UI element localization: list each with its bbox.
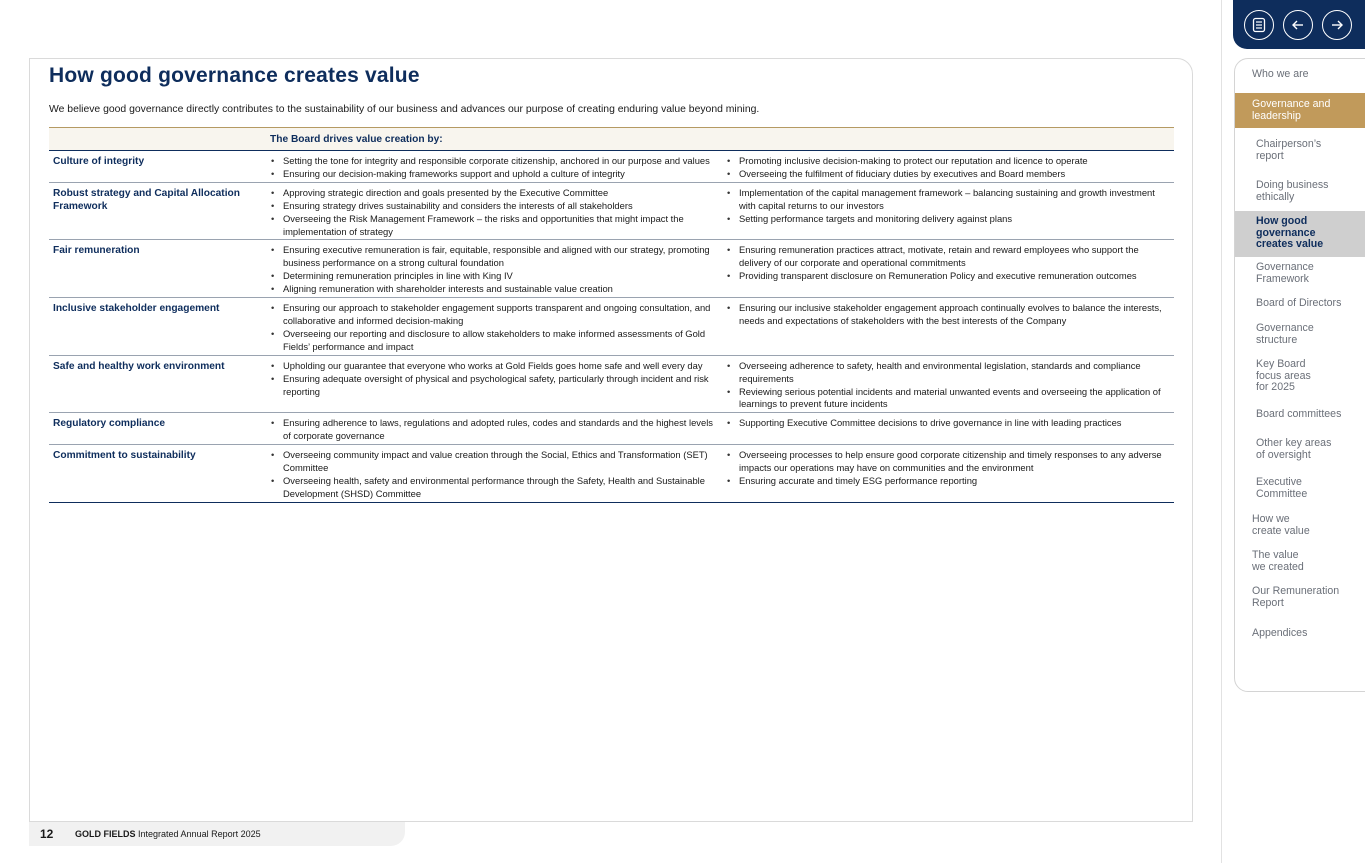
bullet-item: • Approving strategic direction and goals presented by the Executive Committee [270,187,718,200]
bullet-list [270,187,718,239]
bullet-item: • Overseeing the Risk Management Framework – the risks and opportunities that might impact the implementation of strategy [270,213,718,239]
bullet-cell [266,240,722,298]
sidebar-item-label: ethically [1256,190,1295,203]
sidebar-item-other-key-areas-of-oversight[interactable] [1235,438,1365,461]
sidebar-item-label: Report [1252,596,1284,609]
bullet-item: • Overseeing community impact and value creation through the Social, Ethics and Transformation (SET) Committee [270,449,718,475]
arrow-left-icon [1290,17,1306,33]
sidebar-item-governance-and-leadership[interactable] [1235,93,1365,128]
sidebar-item-appendices[interactable] [1235,628,1365,640]
bullet-cell [266,182,722,240]
sidebar-item-label: create value [1252,524,1310,537]
bullet-item: • Ensuring strategy drives sustainability and considers the interests of all stakeholders [270,200,718,213]
bullet-list [726,302,1170,328]
bullet-list [270,302,718,354]
bullet-item: • Overseeing adherence to safety, health and environmental legislation, standards and compliance requirements [726,360,1170,386]
bullet-item: • Ensuring our approach to stakeholder engagement supports transparent and ongoing consultation, and collaborative and informed decision-making [270,302,718,328]
bullet-item: • Aligning remuneration with shareholder interests and sustainable value creation [270,283,718,296]
arrow-right-icon [1329,17,1345,33]
contents-button[interactable] [1244,10,1274,40]
sidebar-item-label: Our Remuneration [1252,585,1340,597]
bullet-cell [722,298,1174,356]
sidebar-item-label: Other key areas [1256,437,1332,449]
contents-icon [1251,17,1267,33]
bullet-item: • Overseeing the fulfilment of fiduciary duties by executives and Board members [726,168,1170,181]
bullet-item: • Supporting Executive Committee decisions to drive governance in line with leading practices [726,417,1170,430]
bullet-list [270,155,718,181]
row-label: Commitment to sustainability [49,445,266,503]
bullet-list [726,449,1170,488]
bullet-list [270,417,718,443]
page-title: How good governance creates value [49,64,420,87]
sidebar-item-governance-framework[interactable] [1235,262,1365,285]
sidebar-item-label: Board committees [1256,408,1342,420]
table-row [49,240,1174,298]
sidebar-item-key-board-focus-areas[interactable] [1235,359,1365,394]
sidebar-item-label: Key Board [1256,358,1306,370]
sidebar-item-label: report [1256,149,1284,162]
bullet-item: • Determining remuneration principles in line with King IV [270,270,718,283]
bullet-item: • Ensuring adherence to laws, regulations and adopted rules, codes and standards and the highest levels of corporate governance [270,417,718,443]
bullet-item: • Ensuring our inclusive stakeholder engagement approach continually evolves to balance the interests, needs and expectations of stakeholders with the best interests of the Company [726,302,1170,328]
bullet-item: • Setting the tone for integrity and responsible corporate citizenship, anchored in our purpose and values [270,155,718,168]
bullet-cell [266,445,722,503]
bullet-item: • Providing transparent disclosure on Remuneration Policy and executive remuneration outcomes [726,270,1170,283]
bullet-item: • Upholding our guarantee that everyone who works at Gold Fields goes home safe and well every day [270,360,718,373]
sidebar-item-label: leadership [1252,109,1301,122]
next-page-button[interactable] [1322,10,1352,40]
previous-page-button[interactable] [1283,10,1313,40]
row-label: Safe and healthy work environment [49,355,266,413]
bullet-cell [722,182,1174,240]
table-row [49,182,1174,240]
sidebar-item-label: Framework [1256,272,1309,285]
bullet-item: • Ensuring our decision-making frameworks support and uphold a culture of integrity [270,168,718,181]
sidebar-item-label: Executive [1256,476,1302,488]
sidebar-item-label: Governance [1256,261,1314,273]
sidebar-item-label: governance [1256,226,1316,239]
bullet-list [270,449,718,501]
sidebar-item-our-remuneration-report[interactable] [1235,586,1365,609]
sidebar-item-governance-structure[interactable] [1235,323,1365,346]
bullet-list [726,417,1170,430]
row-label: Robust strategy and Capital Allocation Framework [49,182,266,240]
bullet-cell [266,355,722,413]
sidebar-item-chairpersons-report[interactable] [1235,139,1365,162]
top-navigation [1233,0,1365,49]
sidebar-item-label: focus areas [1256,369,1311,382]
sidebar-item-board-of-directors[interactable] [1235,298,1365,310]
bullet-list [270,244,718,296]
table-header-cell [722,128,1174,151]
sidebar-item-label: Chairperson’s [1256,138,1322,150]
bullet-list [726,244,1170,283]
page-number: 12 [40,827,54,841]
bullet-item: • Overseeing health, safety and environmental performance through the Safety, Health and Sustainable Development (SHSD) Committee [270,475,718,501]
bullet-item: • Implementation of the capital management framework – balancing sustaining and growth investment with capital returns to our investors [726,187,1170,213]
footer-report-title: Integrated Annual Report 2025 [138,829,261,839]
sidebar-item-executive-committee[interactable] [1235,477,1365,500]
bullet-item: • Overseeing our reporting and disclosure to allow stakeholders to make informed assessments of Gold Fields’ performance and impact [270,328,718,354]
governance-table [49,127,1174,503]
bullet-cell [722,151,1174,183]
table-row [49,355,1174,413]
sidebar-item-label: The value [1252,549,1299,561]
footer-brand-name: GOLD FIELDS [75,829,136,839]
table-header-row [49,128,1174,151]
bullet-item: • Ensuring accurate and timely ESG performance reporting [726,475,1170,488]
sidebar-item-how-we-create-value[interactable] [1235,514,1365,537]
row-label: Fair remuneration [49,240,266,298]
bullet-list [726,155,1170,181]
bullet-item: • Promoting inclusive decision-making to protect our reputation and licence to operate [726,155,1170,168]
bullet-cell [722,413,1174,445]
bullet-cell [722,445,1174,503]
bullet-item: • Overseeing processes to help ensure good corporate citizenship and timely responses to any adverse impacts our operations may have on communities and the environment [726,449,1170,475]
sidebar-item-label: of oversight [1256,448,1311,461]
sidebar-menu [1234,58,1365,692]
table-body [49,151,1174,503]
sidebar-item-label: How we [1252,513,1290,525]
bullet-list [726,187,1170,226]
table-row [49,298,1174,356]
intro-paragraph: We believe good governance directly contributes to the sustainability of our business and advances our purpose of creating enduring value beyond mining. [49,104,760,115]
bullet-item: • Setting performance targets and monitoring delivery against plans [726,213,1170,226]
sidebar-item-who-we-are[interactable] [1235,69,1365,81]
bullet-cell [266,413,722,445]
table-header-cell: The Board drives value creation by: [266,128,722,151]
bullet-cell [722,355,1174,413]
row-label: Inclusive stakeholder engagement [49,298,266,356]
bullet-item: • Ensuring adequate oversight of physical and psychological safety, particularly through incident and risk reporting [270,373,718,399]
sidebar-item-label: Board of Directors [1256,297,1342,309]
sidebar-item-doing-business-ethically[interactable] [1235,180,1365,203]
sidebar-item-label: for 2025 [1256,381,1295,393]
bullet-item: • Reviewing serious potential incidents and material unwanted events and overseeing the application of learnings to prevent future incidents [726,386,1170,412]
table-header-cell [49,128,266,151]
table-row [49,413,1174,445]
table-row [49,151,1174,183]
row-label: Culture of integrity [49,151,266,183]
bullet-cell [266,151,722,183]
row-label: Regulatory compliance [49,413,266,445]
sidebar-item-board-committees[interactable] [1235,409,1365,421]
sidebar-divider [1221,0,1222,863]
bullet-cell [266,298,722,356]
sidebar-item-label: Governance and [1252,98,1331,110]
sidebar-item-label: How good [1256,215,1308,227]
sidebar-item-label: Governance [1256,322,1314,334]
sidebar-item-label: Appendices [1252,627,1308,639]
sidebar-item-how-good-governance-creates-value[interactable] [1235,211,1365,257]
sidebar-item-label: creates value [1256,238,1324,250]
sidebar-item-label: Doing business [1256,179,1329,191]
sidebar-item-label: structure [1256,333,1298,346]
sidebar-item-label: Who we are [1252,68,1309,80]
bullet-item: • Ensuring executive remuneration is fair, equitable, responsible and aligned with our strategy, promoting business performance on a strong cultural foundation [270,244,718,270]
sidebar-item-label: we created [1252,560,1304,573]
bullet-item: • Ensuring remuneration practices attract, motivate, retain and reward employees who support the delivery of our corporate and operational commitments [726,244,1170,270]
bullet-cell [722,240,1174,298]
bullet-list [270,360,718,399]
bullet-list [726,360,1170,412]
sidebar-item-the-value-we-created[interactable] [1235,550,1365,573]
footer-brand [75,829,261,839]
sidebar-item-label: Committee [1256,487,1308,500]
table-row [49,445,1174,503]
